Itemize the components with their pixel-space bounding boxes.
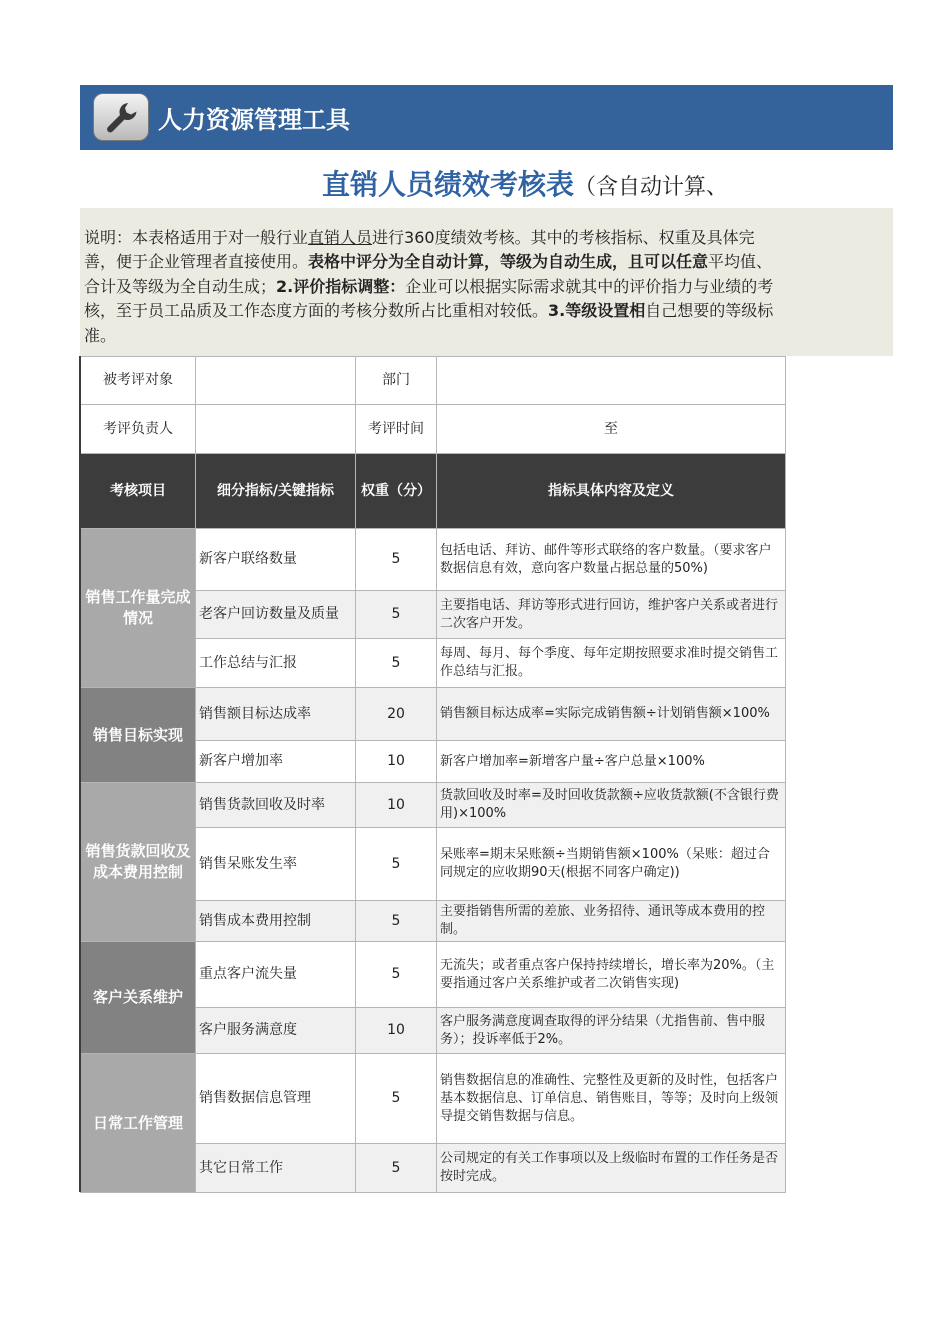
indicator-cell: 销售数据信息管理 [196, 1054, 356, 1144]
target-label: 被考评对象 [81, 357, 196, 405]
weight-cell: 20 [356, 688, 437, 741]
indicator-cell: 新客户增加率 [196, 741, 356, 783]
header-category: 考核项目 [81, 454, 196, 529]
definition-cell: 无流失；或者重点客户保持持续增长，增长率为20%。（主要指通过客户关系维护或者二次销售实现) [437, 942, 786, 1008]
definition-cell: 销售额目标达成率=实际完成销售额÷计划销售额×100% [437, 688, 786, 741]
weight-cell: 5 [356, 901, 437, 942]
weight-cell: 5 [356, 1144, 437, 1193]
lead-value-input[interactable] [196, 405, 356, 454]
table-row [81, 1054, 786, 1144]
header-weight: 权重（分） [356, 454, 437, 529]
dept-value-input[interactable] [437, 357, 786, 405]
definition-cell: 货款回收及时率=及时回收货款额÷应收货款额(不含银行费用)×100% [437, 783, 786, 828]
dept-label: 部门 [356, 357, 437, 405]
weight-cell: 10 [356, 1008, 437, 1054]
indicator-cell: 销售成本费用控制 [196, 901, 356, 942]
indicator-cell: 销售货款回收及时率 [196, 783, 356, 828]
table-left-border [79, 356, 81, 1192]
weight-cell: 5 [356, 1054, 437, 1144]
weight-cell: 5 [356, 639, 437, 688]
category-cell: 销售货款回收及成本费用控制 [81, 783, 196, 942]
indicator-cell: 销售额目标达成率 [196, 688, 356, 741]
indicator-cell: 其它日常工作 [196, 1144, 356, 1193]
banner-title: 人力资源管理工具 [158, 106, 350, 134]
table-row [81, 942, 786, 1008]
table-row [81, 529, 786, 591]
weight-cell: 5 [356, 591, 437, 639]
instruction-segment: 表格中评分为全自动计算，等级为自动生成，且可以任意 [308, 252, 709, 272]
header-definition: 指标具体内容及定义 [437, 454, 786, 529]
category-cell: 销售目标实现 [81, 688, 196, 783]
header-indicator: 细分指标/关键指标 [196, 454, 356, 529]
weight-cell: 5 [356, 828, 437, 901]
indicator-cell: 重点客户流失量 [196, 942, 356, 1008]
appraisal-sheet [80, 356, 786, 1193]
definition-cell: 公司规定的有关工作事项以及上级临时布置的工作任务是否按时完成。 [437, 1144, 786, 1193]
definition-cell: 主要指电话、拜访等形式进行回访，维护客户关系或者进行二次客户开发。 [437, 591, 786, 639]
instruction-segment: 2.评价指标调整： [276, 276, 406, 296]
instruction-segment: 力与业绩的考核，至于员工品质及工作态度方面的考核分数所占比重相对较低。 [84, 276, 774, 321]
banner [80, 85, 893, 150]
definition-cell: 呆账率=期末呆账额÷当期销售额×100%（呆账：超过合同规定的应收期90天(根据不同客户确定)) [437, 828, 786, 901]
category-cell: 客户关系维护 [81, 942, 196, 1054]
category-cell: 日常工作管理 [81, 1054, 196, 1193]
page-title-main: 直销人员绩效考核表 [322, 168, 575, 201]
instruction-segment: 完善，便于企业管理者直接使用。 [84, 228, 755, 272]
instruction-segment: 直销人员 [308, 228, 373, 247]
instructions-box [80, 208, 893, 356]
weight-cell: 10 [356, 741, 437, 783]
indicator-cell: 工作总结与汇报 [196, 639, 356, 688]
definition-cell: 客户服务满意度调查取得的评分结果（尤指售前、售中服务）；投诉率低于2%。 [437, 1008, 786, 1054]
indicator-cell: 销售呆账发生率 [196, 828, 356, 901]
instruction-segment: 3.等级设置相 [548, 301, 646, 321]
instruction-segment: 自己想要的等级标准。 [84, 301, 774, 345]
page-title [322, 163, 728, 203]
target-value-input[interactable] [196, 357, 356, 405]
definition-cell: 主要指销售所需的差旅、业务招待、通讯等成本费用的控制。 [437, 901, 786, 942]
weight-cell: 5 [356, 529, 437, 591]
indicator-cell: 新客户联络数量 [196, 529, 356, 591]
time-label: 考评时间 [356, 405, 437, 454]
instruction-segment: 平均值、合计及等级为全自动生成； [84, 252, 773, 296]
weight-cell: 10 [356, 783, 437, 828]
indicator-cell: 客户服务满意度 [196, 1008, 356, 1054]
definition-cell: 销售数据信息的准确性、完整性及更新的及时性，包括客户基本数据信息、订单信息、销售账目，等等；及时向上级领导提交销售数据与信息。 [437, 1054, 786, 1144]
weight-cell: 5 [356, 942, 437, 1008]
instruction-segment: 企业可以根据实际需求就其中的评价指 [405, 276, 678, 296]
indicator-cell: 老客户回访数量及质量 [196, 591, 356, 639]
definition-cell: 包括电话、拜访、邮件等形式联络的客户数量。（要求客户数据信息有效，意向客户数量占据总量的50%) [437, 529, 786, 591]
instruction-segment: 说明：本表格适用于对一般行业 [84, 228, 309, 247]
instruction-segment: 进行360度绩效考核。其中的考核指标、权重及具体 [372, 228, 739, 247]
definition-cell: 每周、每月、每个季度、每年定期按照要求准时提交销售工作总结与汇报。 [437, 639, 786, 688]
table-row [81, 688, 786, 741]
time-value-input[interactable]: 至 [437, 405, 786, 454]
wrench-icon [93, 93, 149, 141]
category-cell: 销售工作量完成情况 [81, 529, 196, 688]
definition-cell: 新客户增加率=新增客户量÷客户总量×100% [437, 741, 786, 783]
table-row [81, 783, 786, 828]
instructions-text [84, 226, 786, 348]
lead-label: 考评负责人 [81, 405, 196, 454]
page-title-sub: （含自动计算、 [574, 175, 729, 200]
